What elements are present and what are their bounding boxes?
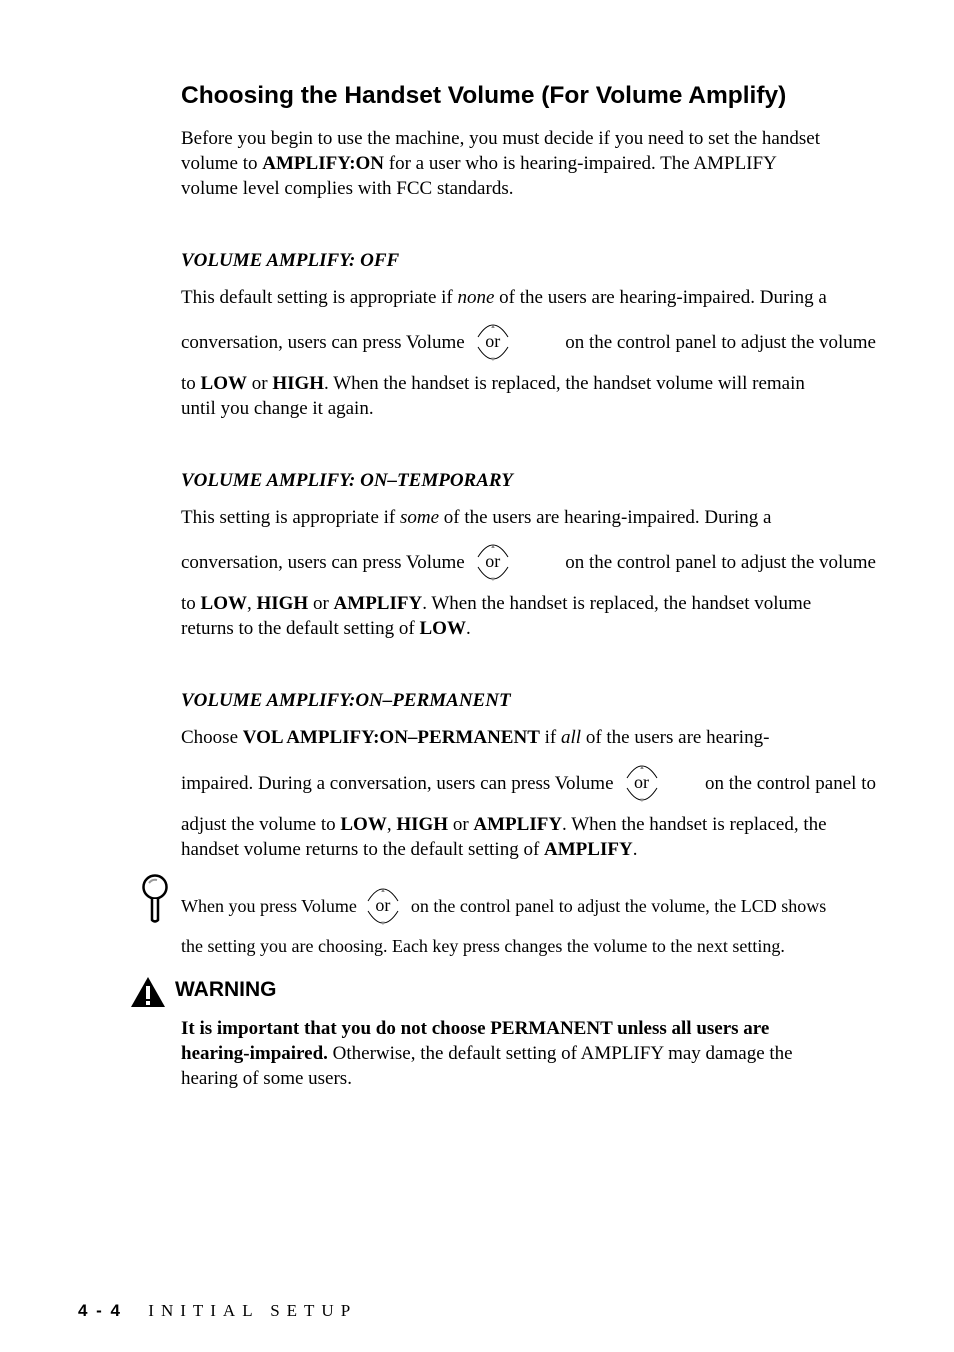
intro-line-2: volume to AMPLIFY:ON for a user who is hearing-impaired. The AMPLIFY	[181, 153, 777, 174]
warning-icon	[129, 975, 167, 1009]
svg-text:▼: ▼	[489, 577, 496, 583]
volume-updown-icon: ▲ ▼ or	[365, 883, 401, 929]
amplify-on-term: AMPLIFY:ON	[262, 153, 385, 174]
temp-line-4: returns to the default setting of LOW.	[181, 618, 471, 639]
intro-paragraph	[181, 126, 876, 201]
page-footer	[78, 1301, 357, 1321]
perm-line-4: handset volume returns to the default setting of AMPLIFY.	[181, 839, 638, 860]
heading-volume-amplify-on-temporary: VOLUME AMPLIFY: ON–TEMPORARY	[181, 470, 513, 491]
temp-line-2: conversation, users can press Volume ▲ ▼ or on the control panel to adjust the volume	[181, 538, 876, 586]
svg-text:▼: ▼	[379, 921, 386, 927]
note-icon	[140, 872, 170, 924]
intro-line-1: Before you begin to use the machine, you must decide if you need to set the handset	[181, 128, 820, 149]
volume-updown-icon: ▲ ▼ or	[475, 319, 511, 365]
off-paragraph-end	[181, 371, 876, 421]
perm-line-1: Choose VOL AMPLIFY:ON–PERMANENT if all of the users are hearing-	[181, 727, 770, 748]
page-title: Choosing the Handset Volume (For Volume Amplify)	[181, 82, 787, 109]
heading-volume-amplify-off: VOLUME AMPLIFY: OFF	[181, 250, 400, 271]
warning-line-2: hearing-impaired. Otherwise, the default setting of AMPLIFY may damage the	[181, 1043, 793, 1064]
volume-updown-icon: ▲ ▼ or	[624, 760, 660, 806]
perm-line-3: adjust the volume to LOW, HIGH or AMPLIFY. When the handset is replaced, the	[181, 814, 827, 835]
temp-line-3: to LOW, HIGH or AMPLIFY. When the handset is replaced, the handset volume	[181, 593, 812, 614]
svg-text:▲: ▲	[489, 324, 496, 330]
note-line-1: When you press Volume ▲ ▼ or on the control panel to adjust the volume, the LCD shows	[181, 882, 881, 930]
note-line-2: the setting you are choosing. Each key press changes the volume to the next setting.	[181, 936, 785, 956]
svg-text:▲: ▲	[489, 544, 496, 550]
off-line-2: conversation, users can press Volume ▲ ▼ or on the control panel to adjust the volume	[181, 318, 876, 366]
section-name: INITIAL SETUP	[148, 1301, 358, 1320]
page-number: 4 - 4	[78, 1301, 123, 1320]
warning-line-3: hearing of some users.	[181, 1068, 352, 1089]
intro-line-3: volume level complies with FCC standards.	[181, 178, 514, 199]
temp-paragraph-end	[181, 591, 876, 641]
heading-volume-amplify-on-permanent: VOLUME AMPLIFY:ON–PERMANENT	[181, 690, 511, 711]
perm-paragraph-end	[181, 812, 876, 862]
warning-paragraph	[181, 1016, 876, 1091]
warning-line-1: It is important that you do not choose PERMANENT unless all users are	[181, 1018, 770, 1039]
off-line-1: This default setting is appropriate if none of the users are hearing-impaired. During a	[181, 287, 827, 308]
warning-title: WARNING	[175, 978, 277, 1001]
svg-text:▲: ▲	[379, 888, 386, 894]
svg-text:▼: ▼	[638, 798, 645, 804]
perm-line-2: impaired. During a conversation, users can press Volume ▲ ▼ or on the control panel to	[181, 759, 876, 807]
off-line-3: to LOW or HIGH. When the handset is replaced, the handset volume will remain	[181, 373, 805, 394]
svg-text:▲: ▲	[638, 765, 645, 771]
temp-line-1: This setting is appropriate if some of the users are hearing-impaired. During a	[181, 507, 772, 528]
volume-updown-icon: ▲ ▼ or	[475, 539, 511, 585]
svg-text:▼: ▼	[489, 357, 496, 363]
off-line-4: until you change it again.	[181, 398, 374, 419]
